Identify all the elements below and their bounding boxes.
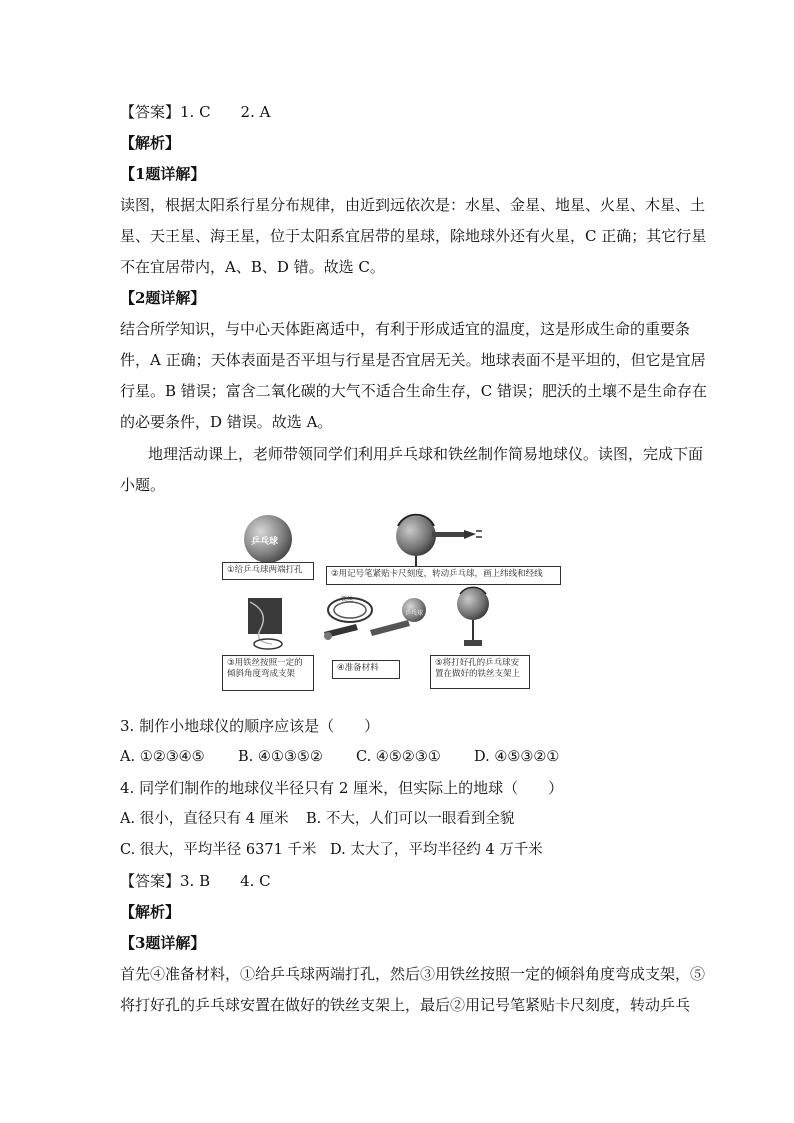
q3-detail-heading: 【3题详解】 [120, 934, 206, 952]
q1-detail-line-3: 不在宜居带内，A、B、D 错。故选 C。 [120, 258, 385, 276]
analysis-heading-1: 【解析】 [120, 134, 181, 152]
step2-caption: ②用记号笔紧贴卡尺刻度，转动乒乓球，画上纬线和经线 [326, 566, 561, 585]
step5-caption-line-2: 置在做好的铁丝支架上 [435, 669, 521, 679]
marker-pen-drawing [432, 532, 464, 537]
q1-detail-line-2: 星、天王星、海王星，位于太阳系宜居带的星球，除地球外还有火星，C 正确；其它行星 [120, 227, 707, 245]
q3-detail-line-1: 首先④准备材料，①给乒乓球两端打孔，然后③用铁丝按照一定的倾斜角度弯成支架，⑤ [120, 965, 706, 983]
globe-making-figure [220, 512, 562, 697]
q3-option-d: D. ④⑤③②① [474, 749, 560, 765]
step3-caption-line-1: ③用铁丝按照一定的 [227, 658, 303, 668]
q2-detail-heading: 【2题详解】 [120, 289, 206, 307]
q3-option-c: C. ④⑤②③① [356, 749, 441, 765]
materials-ball-label: 乒乓球 [405, 610, 424, 617]
intro-paragraph-line-2: 小题。 [120, 476, 166, 494]
q1-detail-line-1: 读图，根据太阳系行星分布规律，由近到远依次是：水星、金星、地星、火星、木星、土 [120, 196, 706, 214]
analysis-heading-2: 【解析】 [120, 903, 181, 921]
answer-line-3-4: 【答案】3. B 4. C [120, 872, 271, 890]
question-3: 3. 制作小地球仪的顺序应该是（ ） [120, 717, 380, 735]
q3-option-b: B. ④①③⑤② [238, 749, 323, 765]
q2-detail-line-1: 结合所学知识，与中心天体距离适中，有利于形成适宜的温度，这是形成生命的重要条 [120, 320, 691, 338]
ball-label: 乒乓球 [251, 537, 279, 547]
step3-caption-line-2: 倾斜角度弯成支架 [227, 669, 296, 679]
q2-detail-line-4: 的必要条件，D 错误。故选 A。 [120, 413, 333, 431]
question-4: 4. 同学们制作的地球仪半径只有 2 厘米，但实际上的地球（ ） [120, 779, 564, 797]
q3-detail-line-2: 将打好孔的乒乓球安置在做好的铁丝支架上，最后②用记号笔紧贴卡尺刻度，转动乒乓 [120, 996, 691, 1014]
intro-paragraph-line-1: 地理活动课上，老师带领同学们利用乒乓球和铁丝制作简易地球仪。读图，完成下面 [148, 445, 704, 463]
globe-drawing-step2 [396, 516, 436, 556]
wire-label: 铁丝 [341, 596, 354, 603]
step4-caption: ④准备材料 [332, 660, 400, 679]
q3-option-a: A. ①②③④⑤ [120, 749, 205, 765]
q4-option-b: B. 不大，人们可以一眼看到全貌 [306, 811, 515, 827]
step3-caption [222, 655, 314, 691]
q2-detail-line-2: 件，A 正确；天体表面是否平坦与行星是否宜居无关。地球表面不是平坦的，但它是宜居 [120, 351, 706, 369]
q4-option-a: A. 很小，直径只有 4 厘米 [120, 811, 289, 827]
step1-caption: ①给乒乓球两端打孔 [222, 562, 314, 580]
answer-line-1-2: 【答案】1. C 2. A [120, 103, 271, 121]
q4-option-d: D. 太大了，平均半径约 4 万千米 [330, 842, 543, 858]
q1-detail-heading: 【1题详解】 [120, 165, 206, 183]
q4-option-c: C. 很大，平均半径 6371 千米 [120, 842, 317, 858]
step5-caption-line-1: ⑤将打好孔的乒乓球安 [435, 658, 520, 668]
pliers-drawing [370, 620, 410, 636]
step5-caption [430, 655, 530, 689]
q2-detail-line-3: 行星。B 错误；富含二氧化碳的大气不适合生命生存，C 错误；肥沃的土壤不是生命存在 [120, 382, 708, 400]
